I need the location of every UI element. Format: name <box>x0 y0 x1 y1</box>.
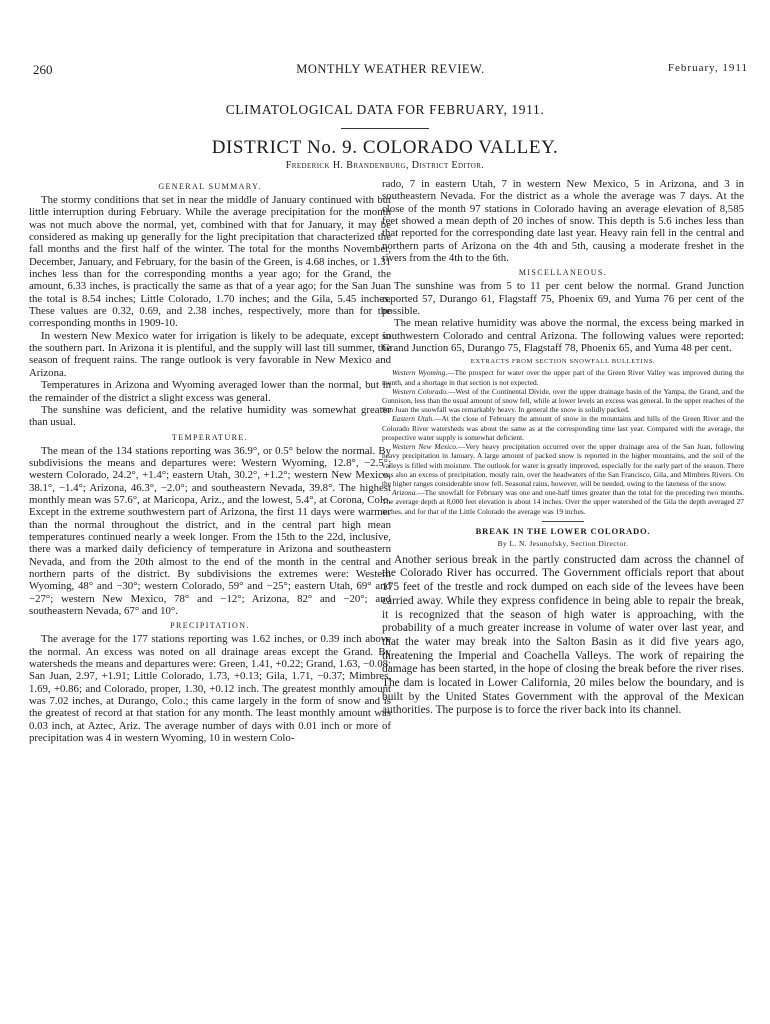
issue-date: February, 1911 <box>667 62 748 74</box>
temperature-heading: TEMPERATURE. <box>171 432 249 442</box>
extracts-heading: EXTRACTS FROM SECTION SNOWFALL BULLETINS. <box>470 358 656 366</box>
paragraph: Another serious break in the partly constructed dam across the channel of the Colorado River has occurred. The Government officials report that about 175 feet of the trestle and rock dumped on each side of the levees have been carried away. While they express confidence in being able to repair the break, it is recognized that the season of high water is approaching, with the probability of a much greater increase in volume of water over last year, and that the water may break into the Salton Basin as it did five years ago, threatening the Imperial and Coachella Valleys. The work of repairing the damage has been started, in the hope of closing the break before the river rises. The dam is located in Lower California, 20 miles below the boundary, and is built by the United States Government with the approval of the Mexican authorities. The purpose is to force the river back into its channel. <box>382 553 744 717</box>
paragraph: The sunshine was deficient, and the relative humidity was somewhat greater than usual. <box>29 403 391 429</box>
extract-lead: Western New Mexico. <box>392 442 458 452</box>
page-number: 260 <box>33 62 53 77</box>
paragraph: The average for the 177 stations reporting was 1.62 inches, or 0.39 inch above the normal. An excess was noted on all drainage areas except the Grand. By watersheds the means and departures were: Green, 1.41, +0.22; Grand, 1.63, −0.08; San Juan, 2.97, +1.91; Little Colorado, 1.73, +0.13; Gila, 1.71, −0.37; Mimbres, 1.69, +0.86; and Colorado, proper, 1.30, +0.12 inch. The greatest monthly amount was 7.02 inches, at Durango, Colo.; this came largely in the form of snow and is the greatest of record at that station for any month. The least monthly amount was 0.03 inch, at Aztec, Ariz. The average number of days with 0.01 inch or more of precipitation was 4 in western Wyoming, 10 in western Colo- <box>29 633 391 745</box>
break-byline: By L. N. Jesunofsky, Section Director. <box>497 538 629 548</box>
extract-lead: Eastern Utah. <box>392 414 435 424</box>
title-rule <box>341 128 429 129</box>
extract-lead: Arizona. <box>392 488 418 498</box>
extract-paragraph <box>382 488 744 516</box>
miscellaneous-heading: MISCELLANEOUS. <box>518 268 608 278</box>
section-divider <box>542 521 584 522</box>
precipitation-heading: PRECIPITATION. <box>170 621 250 631</box>
paragraph: The stormy conditions that set in near the middle of January continued with but little interruption during February. While the average precipitation for the month was not much above the normal, yet, combined with that for January, it may be considered as making up generally for the light precipitation that characterized the fall months and the first half of the winter. The total for the months November, December, January, and February, for the basin of the Green, is 4.68 inches, or 1.31 inches less than for the corresponding months a year ago; for the Grand, the amount, 6.33 inches, is practically the same as that of a year ago; for the San Juan the total is 8.54 inches; Little Colorado, 1.70 inches; and the Gila, 5.45 inches. These values are 0.32, 0.69, and 2.38 inches, respectively, more than for the corresponding months in 1909-10. <box>29 194 391 330</box>
extract-paragraph <box>382 387 744 415</box>
extract-text: —The prospect for water over the upper part of the Green River Valley was improved during the month, and a shortage in that section is not expected. <box>382 368 745 387</box>
extract-lead: Western Wyoming. <box>392 368 448 378</box>
extract-text: —At the close of February the amount of snow in the mountains and hills of the Green River and the Colorado River watersheds was about the same as at the corresponding time last year. Compared with the average, the prospective water supply is somewhat deficient. <box>382 414 745 442</box>
general-summary-heading: GENERAL SUMMARY. <box>158 182 262 191</box>
district-editor: Frederick H. Brandenburg, District Editor. <box>285 160 485 171</box>
district-title: DISTRICT No. 9. COLORADO VALLEY. <box>211 137 559 158</box>
paragraph: Temperatures in Arizona and Wyoming averaged lower than the normal, but in the remainder of the district a slight excess was general. <box>29 379 391 404</box>
running-header <box>33 62 748 78</box>
paragraph: The mean of the 134 stations reporting was 36.9°, or 0.5° below the normal. By subdivisions the means and departures were: Western Wyoming, 12.8°, −2.5°; western Colorado, 24.2°, +1.4°; eastern Utah, 30.2°, +1.2°; western New Mexico, 38.1°, −1.4°; Arizona, 46.3°, −2.0°; and southeastern Nevada, 39.8°. The highest monthly mean was 57.6°, at Maricopa, Ariz., and the lowest, 5.4°, at Corona, Colo. Except in the extreme southwestern part of Arizona, the first 11 days were warmer than the normal throughout the district, and in the central part high mean temperatures continued nearly a week longer. From the 15th to the 22d, inclusive, there was a marked daily deficiency of temperature in Arizona and southeastern Nevada, and from the 20th almost to the end of the month in the central and northern parts of the district. By subdivisions the extremes were: Western Wyoming, 48° and −30°; western Colorado, 59° and −25°; eastern Utah, 69° and −27°; western New Mexico, 78° and −12°; Arizona, 82° and −20°; and southeastern Nevada, 67° and 10°. <box>29 444 391 617</box>
extract-text: —The snowfall for February was one and one-half times greater than the total for the preceding two months. The average depth at 8,000 feet elevation is about 14 inches. Over the upper watershed of the Gila the depth averaged 27 inches, and for that of the Little Colorado the average was 19 inches. <box>382 488 744 516</box>
extract-paragraph <box>382 442 744 488</box>
paragraph: The sunshine was from 5 to 11 per cent below the normal. Grand Junction reported 57, Durango 61, Flagstaff 75, Phoenix 69, and Yuma 76 per cent of the possible. <box>382 280 744 318</box>
document-title: CLIMATOLOGICAL DATA FOR FEBRUARY, 1911. <box>225 102 545 117</box>
extract-lead: Western Colorado. <box>392 386 448 396</box>
left-column <box>29 178 391 744</box>
right-column <box>382 178 744 718</box>
paragraph: The mean relative humidity was above the normal, the excess being marked in southwestern Colorado and central Arizona. The following values were reported: Grand Junction 65, Durango 75, Flagstaff 78, Phoenix 65, and Yuma 48 per cent. <box>382 317 744 355</box>
journal-title: MONTHLY WEATHER REVIEW. <box>296 62 485 76</box>
paragraph: In western New Mexico water for irrigation is likely to be adequate, except in the southern part. In Arizona it is plentiful, and the supply will last till summer, the season of frequent rains. The range outlook is very favorable in New Mexico and Arizona. <box>29 329 391 379</box>
break-heading: BREAK IN THE LOWER COLORADO. <box>475 525 651 536</box>
extract-paragraph <box>382 368 744 386</box>
paragraph: rado, 7 in eastern Utah, 7 in western New Mexico, 5 in Arizona, and 3 in southeastern Nevada. For the district as a whole the average was 7 days. At the close of the month 97 stations in Colorado having an average elevation of 8,585 feet showed a mean depth of 20 inches of snow. This depth is 5.6 inches less than that reported for the corresponding date last year. Heavy rain fell in the central and northern parts of Arizona on the 4th and 5th, causing a moderate freshet in the rivers from the 4th to the 6th. <box>382 178 744 265</box>
extract-text: —West of the Continental Divide, over the upper drainage basin of the Yampa, the Grand, and the Gunnison, less than the usual amount of snow fell, while at lower levels an excess was general. In the upper reaches of the San Juan the snowfall was remarkably heavy. In general the snow is solidly packed. <box>382 386 744 415</box>
extract-paragraph <box>382 414 744 442</box>
extract-text: —Very heavy precipitation occurred over the upper drainage area of the San Juan, following heavy precipitation in January. A large amount of packed snow is reported in the higher mountains, and the soil of the valleys is filled with moisture. The outlook for water is greatly improved, especially for the early part of the season. There was also an excess of precipitation, mostly rain, over the headwaters of the San Francisco, Gila, and Mimbres Rivers. On the higher ranges considerable snow fell. Seasonal rains, however, will be needed, owing to the lateness of the snow. <box>382 442 745 488</box>
